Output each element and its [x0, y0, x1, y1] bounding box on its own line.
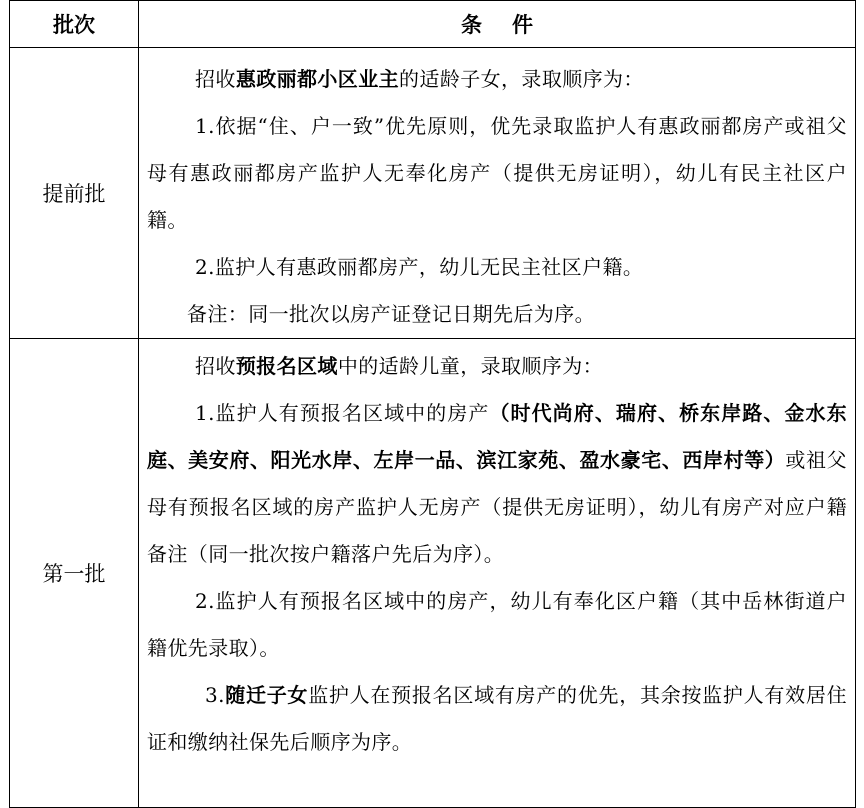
condition-cell [139, 48, 856, 339]
condition-cell [139, 339, 856, 808]
rule-item-1 [147, 390, 847, 578]
table-row [10, 48, 856, 339]
intro-paragraph [147, 56, 847, 103]
rule-text: 3. [205, 683, 225, 707]
rule-text: 1.监护人有预报名区域中的房产 [195, 401, 490, 425]
intro-paragraph [147, 343, 847, 390]
note-paragraph: 备注：同一批次以房产证登记日期先后为序。 [187, 302, 595, 326]
intro-bold-text: 惠政丽都小区业主 [235, 67, 400, 91]
intro-text-end: 中的适龄儿童，录取顺序为： [337, 354, 604, 378]
intro-text: 招收 [195, 354, 236, 378]
intro-text: 招收 [195, 67, 236, 91]
rule-bold-text: （时代尚府、瑞府、桥东岸路、金水东庭、美安府、阳光水岸、左岸一品、滨江家苑、盈水豪宅、西岸村等） [147, 401, 847, 472]
header-condition: 条件 [139, 1, 856, 48]
rule-text-end: 监护人在预报名区域有房产的优先，其余按监护人有效居住证和缴纳社保先后顺序为序。 [147, 683, 847, 754]
rule-item-2: 2.监护人有惠政丽都房产，幼儿无民主社区户籍。 [195, 255, 644, 279]
rule-item-3 [147, 672, 847, 766]
rule-bold-text: 随迁子女 [224, 683, 309, 707]
rule-item-1: 1.依据“住、户一致”优先原则，优先录取监护人有惠政丽都房产或祖父母有惠政丽都房产监护人无奉化房产（提供无房证明），幼儿有民主社区户籍。 [147, 114, 847, 232]
rule-item-2: 2.监护人有预报名区域中的房产，幼儿有奉化区户籍（其中岳林街道户籍优先录取）。 [147, 589, 847, 660]
batch-label: 第一批 [10, 339, 139, 808]
table-row [10, 339, 856, 808]
intro-bold-text: 预报名区域 [235, 354, 338, 378]
table-header-row [10, 1, 856, 48]
intro-text-end: 的适龄子女，录取顺序为： [399, 67, 644, 91]
batch-label: 提前批 [10, 48, 139, 339]
rule-text-end: 或祖父母有预报名区域的房产监护人无房产（提供无房证明），幼儿有房产对应户籍备注（同一批次按户籍落户先后为序）。 [147, 448, 847, 566]
admission-conditions-table [9, 0, 856, 808]
header-batch: 批次 [10, 1, 139, 48]
